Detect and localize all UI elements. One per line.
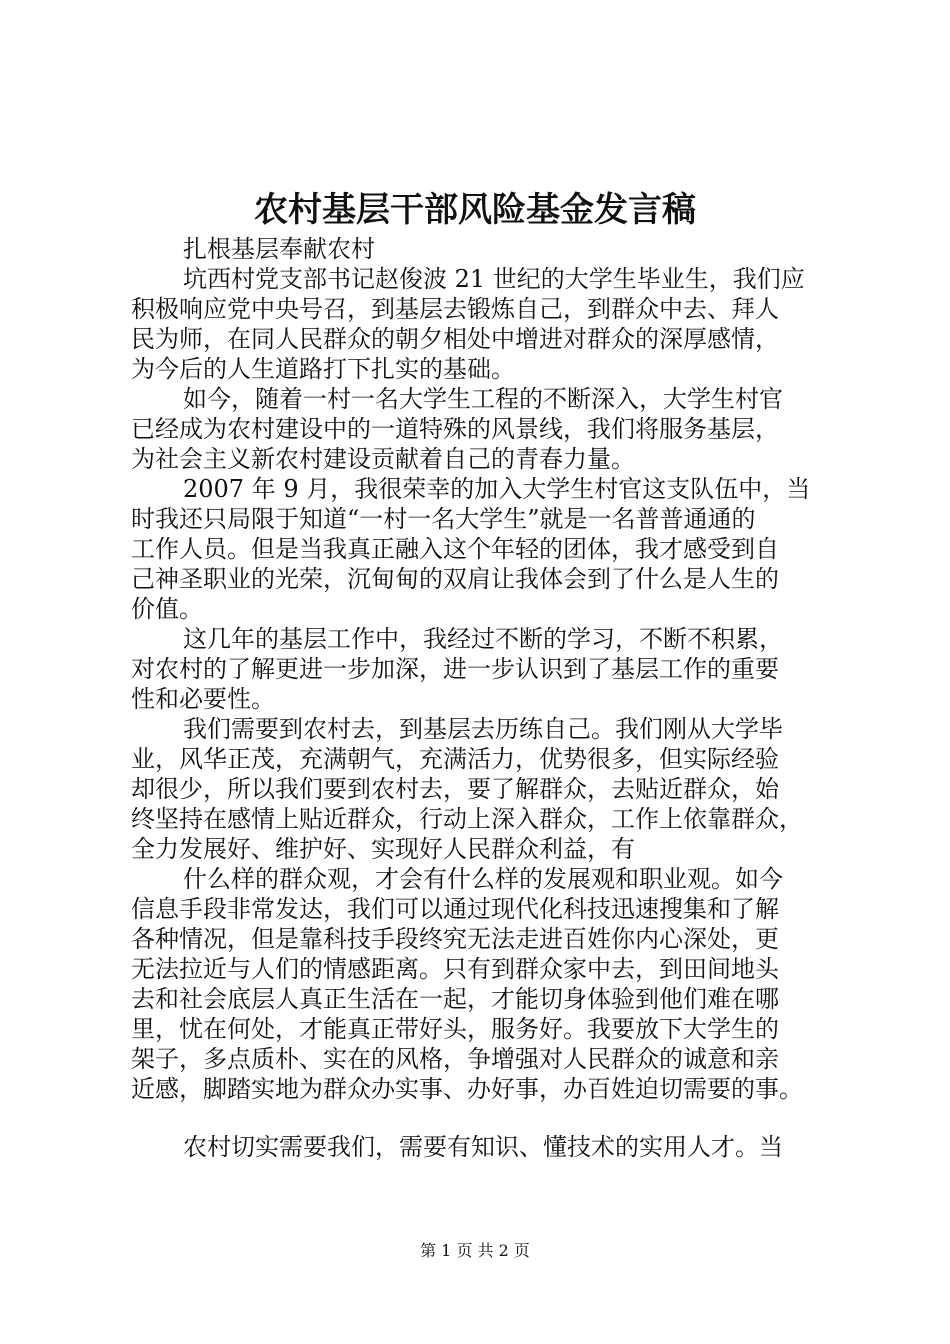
paragraph-line: 无法拉近与人们的情感距离。只有到群众家中去，到田间地头 [131, 955, 779, 983]
paragraph-line: 2007 年 9 月，我很荣幸的加入大学生村官这支队伍中，当 [183, 475, 811, 503]
document-body [131, 234, 851, 1162]
paragraph-line: 民为师，在同人民群众的朝夕相处中增进对群众的深厚感情， [131, 325, 779, 353]
paragraph-line: 近感，脚踏实地为群众办实事、办好事，办百姓迫切需要的事。 [131, 1075, 803, 1103]
paragraph-line: 为今后的人生道路打下扎实的基础。 [131, 355, 515, 383]
paragraph-line: 坑西村党支部书记赵俊波 21 世纪的大学生毕业生，我们应 [183, 265, 805, 293]
paragraph-line: 这几年的基层工作中，我经过不断的学习，不断不积累， [183, 625, 783, 653]
paragraph-line: 农村切实需要我们，需要有知识、懂技术的实用人才。当 [183, 1133, 783, 1161]
paragraph-line: 却很少，所以我们要到农村去，要了解群众，去贴近群众，始 [131, 775, 779, 803]
page-number: 第 1 页 共 2 页 [420, 1241, 530, 1260]
paragraph-line: 为社会主义新农村建设贡献着自己的青春力量。 [131, 445, 635, 473]
paragraph-line: 积极响应党中央号召，到基层去锻炼自己，到群众中去、拜人 [131, 295, 779, 323]
paragraph-line: 已经成为农村建设中的一道特殊的风景线，我们将服务基层， [131, 415, 779, 443]
paragraph-line: 各种情况，但是靠科技手段终究无法走进百姓你内心深处，更 [131, 925, 779, 953]
paragraph-line: 工作人员。但是当我真正融入这个年轻的团体，我才感受到自 [131, 535, 779, 563]
paragraph-line: 全力发展好、维护好、实现好人民群众利益，有 [131, 835, 635, 863]
paragraph-line: 价值。 [131, 595, 203, 623]
paragraph-line: 性和必要性。 [131, 685, 275, 713]
paragraph-line: 什么样的群众观，才会有什么样的发展观和职业观。如今 [183, 865, 783, 893]
paragraph-line: 时我还只局限于知道“一村一名大学生”就是一名普普通通的 [131, 505, 756, 533]
paragraph-line: 信息手段非常发达，我们可以通过现代化科技迅速搜集和了解 [131, 895, 779, 923]
paragraph-line: 里，忧在何处，才能真正带好头，服务好。我要放下大学生的 [131, 1015, 779, 1043]
paragraph-line: 如今，随着一村一名大学生工程的不断深入，大学生村官 [183, 385, 783, 413]
paragraph-line: 去和社会底层人真正生活在一起，才能切身体验到他们难在哪 [131, 985, 779, 1013]
document-title: 农村基层干部风险基金发言稿 [254, 190, 696, 230]
paragraph-line: 架子，多点质朴、实在的风格，争增强对人民群众的诚意和亲 [131, 1045, 779, 1073]
paragraph-line: 己神圣职业的光荣，沉甸甸的双肩让我体会到了什么是人生的 [131, 565, 779, 593]
paragraph-line: 扎根基层奉献农村 [183, 235, 375, 263]
paragraph-line: 我们需要到农村去，到基层去历练自己。我们刚从大学毕 [183, 715, 783, 743]
paragraph-line: 对农村的了解更进一步加深，进一步认识到了基层工作的重要 [131, 655, 779, 683]
paragraph-line: 终坚持在感情上贴近群众，行动上深入群众，工作上依靠群众， [131, 805, 803, 833]
paragraph-line: 业，风华正茂，充满朝气，充满活力，优势很多，但实际经验 [131, 745, 779, 773]
